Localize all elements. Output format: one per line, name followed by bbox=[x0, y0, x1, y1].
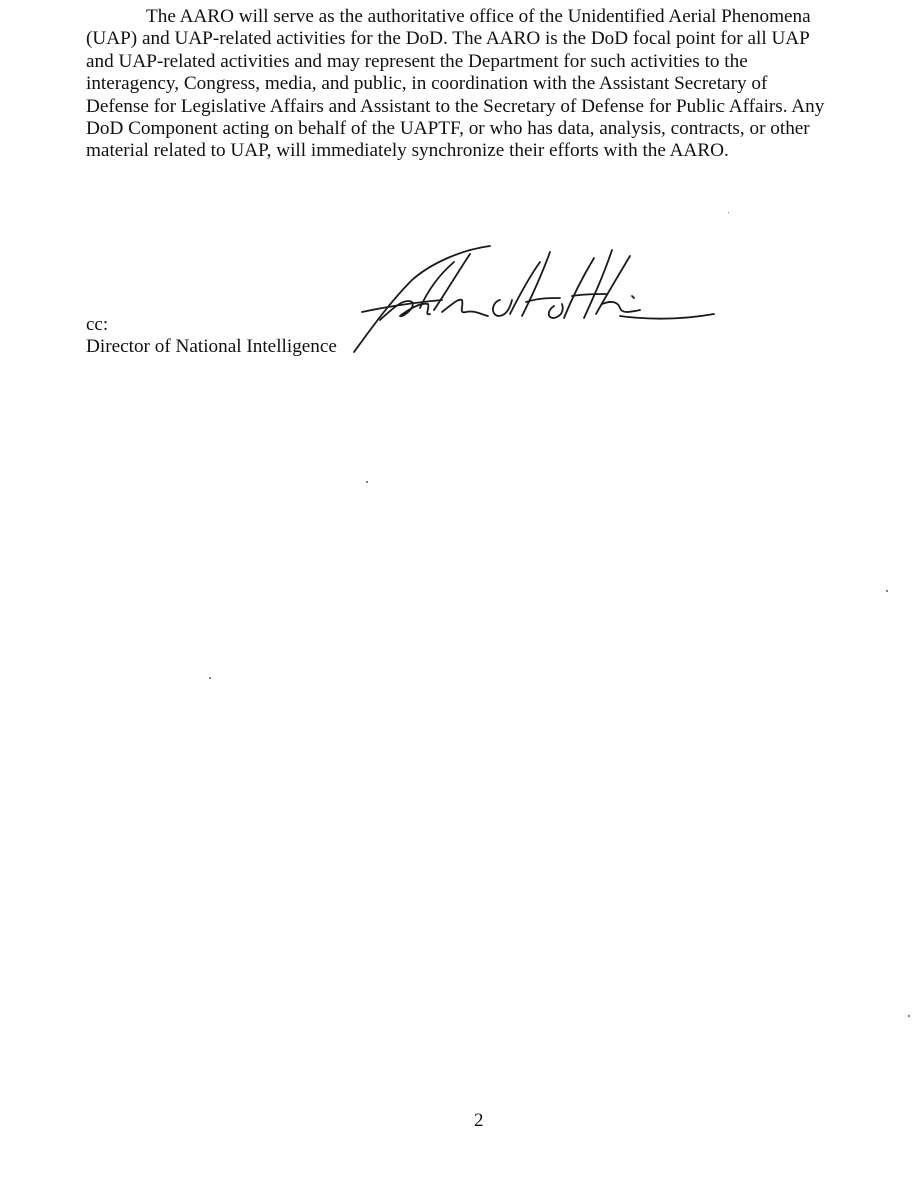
handwritten-signature bbox=[350, 240, 720, 355]
paragraph-line: The AARO will serve as the authoritative office of the Unidentified Aerial Phenomena bbox=[146, 6, 811, 27]
page-number: 2 bbox=[474, 1110, 484, 1131]
scan-speck bbox=[728, 212, 729, 213]
scan-speck bbox=[908, 1015, 910, 1017]
paragraph-line: and UAP-related activities and may represent the Department for such activities to the bbox=[86, 50, 748, 72]
scan-speck bbox=[209, 677, 211, 679]
scan-speck bbox=[886, 590, 888, 592]
cc-label: cc: bbox=[86, 314, 109, 335]
paragraph-line: DoD Component acting on behalf of the UAPTF, or who has data, analysis, contracts, or other bbox=[86, 118, 810, 140]
cc-recipient: Director of National Intelligence bbox=[86, 336, 337, 357]
body-paragraph bbox=[86, 6, 886, 163]
scan-speck bbox=[366, 481, 368, 483]
paragraph-line: Defense for Legislative Affairs and Assistant to the Secretary of Defense for Public Affairs. Any bbox=[86, 95, 825, 117]
paragraph-line: interagency, Congress, media, and public, in coordination with the Assistant Secretary of bbox=[86, 73, 768, 95]
paragraph-line: (UAP) and UAP-related activities for the DoD. The AARO is the DoD focal point for all UAP bbox=[86, 28, 810, 50]
paragraph-line: material related to UAP, will immediately synchronize their efforts with the AARO. bbox=[86, 140, 729, 162]
